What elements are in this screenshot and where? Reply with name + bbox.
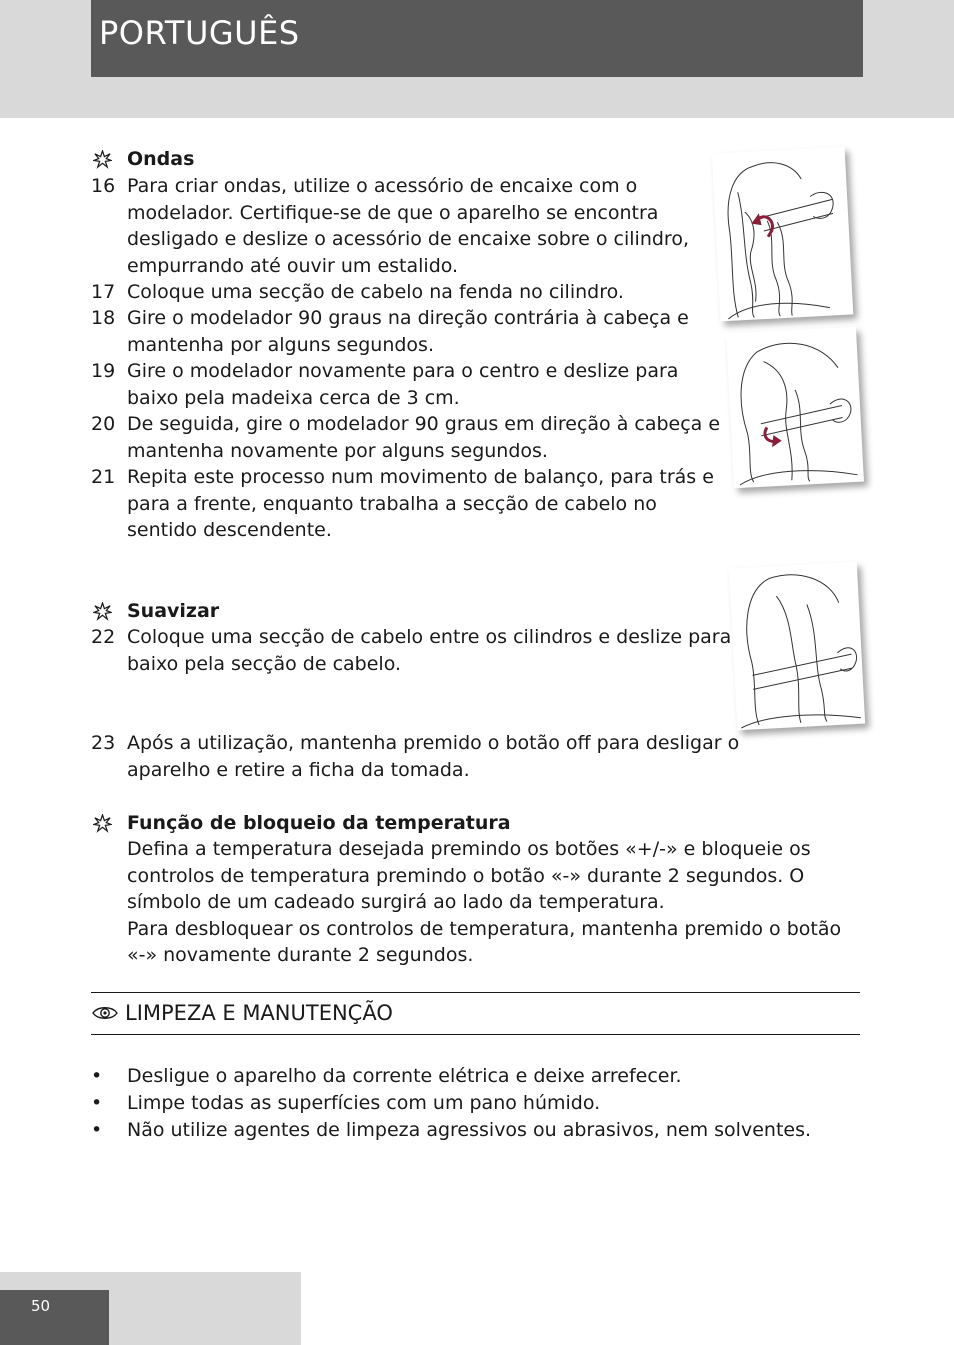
- sparkle-icon: [93, 602, 112, 621]
- illustration-smoothing: [729, 562, 865, 730]
- section-rule-top: [91, 992, 860, 993]
- page-title: PORTUGUÊS: [99, 14, 300, 52]
- section-title-text: LIMPEZA E MANUTENÇÃO: [125, 1001, 393, 1025]
- section-rule-bottom: [91, 1034, 860, 1035]
- sparkle-icon: [93, 814, 112, 833]
- section-title-cleaning: [91, 1001, 393, 1025]
- footer-box: [0, 1290, 109, 1345]
- page-number: 50: [31, 1297, 51, 1315]
- eye-icon: [91, 1003, 119, 1023]
- illustration-waves-2: [726, 327, 864, 489]
- header-bar: [91, 0, 863, 77]
- illustration-waves-1: [712, 147, 854, 322]
- sparkle-icon: [93, 150, 112, 169]
